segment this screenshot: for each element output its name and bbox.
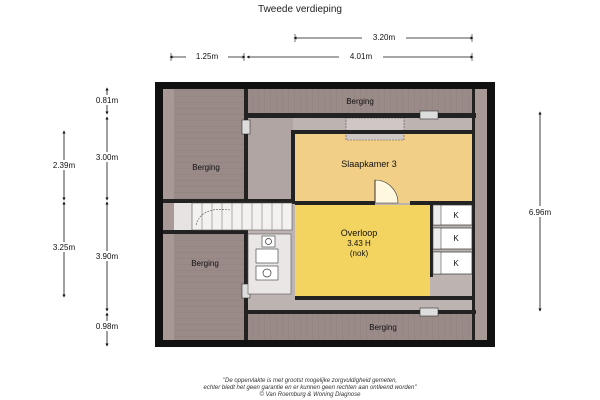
wall-overloop-bottom xyxy=(295,296,474,300)
dim-top-left xyxy=(171,51,244,61)
appliance-column xyxy=(248,234,291,294)
dim-left-f-label: 0.98m xyxy=(95,322,119,331)
staircase xyxy=(174,203,292,230)
right-edge-strip xyxy=(474,89,487,340)
berging-left-upper-room xyxy=(174,89,244,199)
dim-top-right xyxy=(295,31,472,42)
wall-bedroom-bottom xyxy=(295,201,375,205)
overloop-note: (nok) xyxy=(349,249,369,258)
wall-bottom-inner xyxy=(244,310,476,314)
left-edge-strip xyxy=(163,89,174,340)
dim-left-b-label: 3.00m xyxy=(95,153,119,162)
disclaimer xyxy=(150,378,470,399)
wall-top-inner xyxy=(244,113,476,118)
dim-left-inner xyxy=(88,89,126,345)
berging-left-upper-label: Berging xyxy=(192,163,220,172)
window-right-top xyxy=(420,111,438,119)
dim-left-a-label: 0.81m xyxy=(95,96,119,105)
berging-bottom-room xyxy=(248,314,474,340)
window-left-upper xyxy=(242,120,250,134)
kast-2-label: K xyxy=(453,234,459,243)
disclaimer-line-3: © Van Roemburg & Woning Diagnose xyxy=(259,392,361,398)
berging-left-lower-label: Berging xyxy=(191,259,219,268)
wall-stair-top xyxy=(163,199,294,203)
dim-left-e-label: 3.90m xyxy=(95,252,119,261)
dormer-window xyxy=(346,118,404,140)
overloop-label: Overloop xyxy=(340,228,378,238)
wall-bedroom-bottom-r xyxy=(410,201,474,205)
wall-left-upper-inner xyxy=(244,89,248,204)
dim-left-d-label: 3.25m xyxy=(52,243,76,252)
dim-right-label: 6.96m xyxy=(528,208,552,217)
wall-bedroom-top xyxy=(291,130,474,134)
dim-top-left-label: 1.25m xyxy=(195,52,219,61)
kast-1-label: K xyxy=(453,211,459,220)
hallway-floor xyxy=(248,118,293,202)
wall-right-inner xyxy=(472,89,475,340)
disclaimer-line-1: "De oppervlakte is met grootst mogelijke zorgvuldigheid gemeten, xyxy=(222,378,398,384)
floor-title: Tweede verdieping xyxy=(258,4,342,15)
dim-top-mid-label: 4.01m xyxy=(349,52,373,61)
dim-top-right-label: 3.20m xyxy=(372,33,396,42)
berging-bottom-label: Berging xyxy=(369,323,397,332)
overloop-height: 3.43 H xyxy=(347,239,371,248)
slaapkamer-label: Slaapkamer 3 xyxy=(341,159,397,169)
dim-top-mid xyxy=(248,51,472,61)
kast-3-label: K xyxy=(453,259,459,268)
berging-top-label: Berging xyxy=(346,97,374,106)
disclaimer-line-2: echter biedt het geen garantie en er kunnen geen rechten aan ontleend worden" xyxy=(203,385,417,391)
window-right-bottom xyxy=(420,308,438,316)
berging-left-lower-room xyxy=(174,234,244,340)
dim-left-c-label: 2.39m xyxy=(52,161,76,170)
dim-left-outer xyxy=(45,132,83,296)
wall-kast-left xyxy=(430,205,433,277)
wall-bedroom-left xyxy=(291,130,295,204)
wall-stair-bottom xyxy=(163,230,248,234)
